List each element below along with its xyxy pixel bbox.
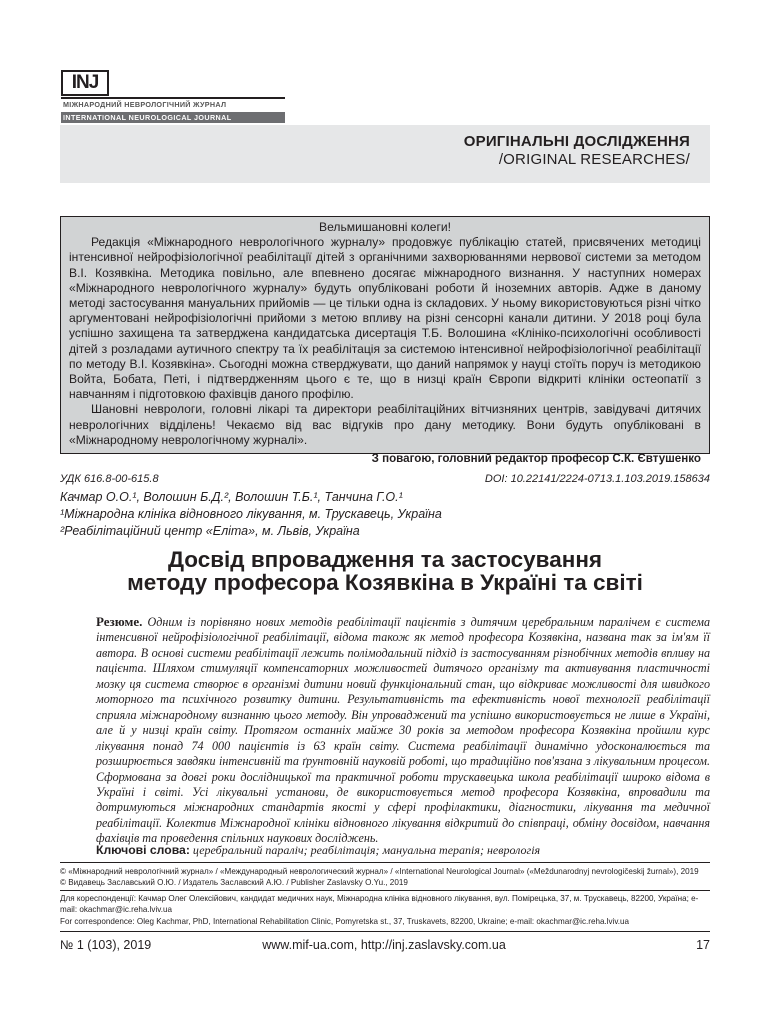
footnote-divider	[60, 890, 710, 891]
abstract	[96, 614, 710, 847]
copyright-journal: © «Міжнародний неврологічний журнал» / «Международный неврологический журнал» / «International Neurological Journal» («Meždunarodnyj nevrologičeskij žurnal»), 2019	[60, 867, 699, 876]
editorial-signature: З повагою, головний редактор професор С.К. Євтушенко	[371, 452, 701, 466]
article-title-line-1: Досвід впровадження та застосування	[167, 547, 603, 572]
copyright-publisher: © Видавець Заславський О.Ю. / Издатель Заславский А.Ю. / Publisher Zaslavsky O.Yu., 2019	[60, 878, 408, 887]
journal-logo-text: INJ	[71, 72, 99, 93]
editorial-letter	[60, 216, 710, 466]
journal-logo	[61, 70, 109, 96]
abstract-label: Резюме.	[96, 614, 143, 629]
article-title	[60, 548, 710, 594]
journal-websites[interactable]: www.mif-ua.com, http://inj.zaslavsky.com.ua	[262, 938, 506, 952]
abstract-text: Одним із порівняно нових методів реабілітації пацієнтів з дитячим церебральним паралічем є система інтенсивної нейрофізіологічної реабілітації, відома також як метод професора Козявкіна, названа так за ім'ям її автора. В основі системи реабілітації лежить полімодальний підхід із застосуванням різнобічних методів впливу на пацієнта. Шляхом стимуляції компенсаторних можливостей дитячого організму та активування пластичності мозку ця система створює в організмі дитини новий функціональний стан, що відкриває можливості для швидкого моторного та психічного розвитку дитини. Результативність та ефективність нової технології реабілітації сприяла міжнародному визнанню цього методу. Він упроваджений та успішно використовується не лише в Україні, але й у низці країн світу. Протягом останніх майже 30 років за методом професора Козявкіна пройшли курс лікування понад 74 000 пацієнтів із 63 країн світу. Система реабілітації динамічно удосконалюється та розширюється завдяки інтенсивній та ґрунтовній науковій роботі, що традиційно пов'язана з лікувальним процесом. Сформована за довгі роки дослідницької та практичної роботи трускавецька школа реабілітації широко відома в Україні і світі. Усі лікувальні установи, де використовується метод професора Козявкіна, впровадили та дотримуються міжнародних стандартів якості у сфері профілактики, діагностики, лікування та медичної реабілітації. Колектив Міжнародної клініки відновного лікування відкритий до співпраці, обміну досвідом, навчання фахівців та проведення спільних наукових досліджень.	[96, 615, 710, 846]
correspondence-uk: Для кореспонденції: Качмар Олег Олексійович, кандидат медичних наук, Міжнародна клініка відновного лікування, вул. Помірецька, 37, м. Трускавець, 82200, Україна; e-mail: okachmar@ic.reha.lviv.ua	[60, 894, 699, 915]
article-title-line-2: методу професора Козявкіна в Україні та світі	[127, 570, 643, 595]
editorial-paragraph: Шановні неврологи, головні лікарі та директори реабілітаційних вітчизняних центрів, завідувачі дитячих неврологічних відділень! Чекаємо від вас відгуків про дану методику. Вони будуть опубліковані в «Міжнародному неврологічному журналі».	[69, 402, 701, 447]
keywords	[96, 843, 710, 858]
affiliation-1: ¹Міжнародна клініка відновного лікування, м. Трускавець, Україна	[60, 507, 442, 521]
editorial-greeting: Вельмишановні колеги!	[319, 220, 451, 234]
section-title: ОРИГІНАЛЬНІ ДОСЛІДЖЕННЯ	[463, 133, 690, 150]
correspondence-en: For correspondence: Oleg Kachmar, PhD, International Rehabilitation Clinic, Pomyretska st., 37, Truskavets, 82200, Ukraine; e-mail: okachmar@ic.reha.lviv.ua	[60, 917, 630, 926]
udk-code: УДК 616.8-00-615.8	[60, 473, 159, 485]
keywords-text: церебральний параліч; реабілітація; мануальна терапія; неврологія	[192, 843, 541, 857]
journal-name-uk: МІЖНАРОДНИЙ НЕВРОЛОГІЧНИЙ ЖУРНАЛ	[63, 100, 227, 109]
keywords-label: Ключові слова:	[96, 843, 190, 857]
journal-name-en: INTERNATIONAL NEUROLOGICAL JOURNAL	[61, 112, 285, 123]
authors-list: Качмар О.О.¹, Волошин Б.Д.², Волошин Т.Б.¹, Танчина Г.О.¹	[60, 490, 403, 504]
logo-divider	[61, 97, 285, 99]
section-subtitle: /ORIGINAL RESEARCHES/	[498, 151, 690, 168]
affiliation-2: ²Реабілітаційний центр «Еліта», м. Львів, Україна	[60, 524, 360, 538]
page-number: 17	[696, 938, 710, 952]
editorial-paragraph: Редакція «Міжнародного неврологічного журналу» продовжує публікацію статей, присвячених методиці інтенсивної нейрофізіологічної реабілітації дітей з органічними захворюваннями нервової системи за методом В.І. Козявкіна. Методика повільно, але впевнено досягає міжнародного визнання. У наступних номерах «Міжнародного неврологічного журналу» будуть опубліковані роботи й іноземних авторів. Адже в даному методі застосування мануальних прийомів — це тільки одна із складових. У ньому використовуються різні чітко аргументовані нейрофізіологічні прийоми з метою впливу на різні сенсорні канали дитини. У 2018 році була успішно захищена та затверджена кандидатська дисертація Т.Б. Волошина «Клініко-психологічні особливості дітей з розладами аутичного спектру та їх реабілітація за системою інтенсивної нейрофізіологічної реабілітації по методу В.І. Козявкіна». Сьогодні можна стверджувати, що даний напрямок у науці стоїть поруч із методикою Войта, Бобата, Петі, і підтвердженням цього є те, що в низці країн Європи відкриті клініки остеопатії з навчанням і підготовкою фахівців даного профілю.	[69, 235, 701, 402]
doi-link[interactable]: DOI: 10.22141/2224-0713.1.103.2019.158634	[484, 473, 710, 485]
footer-divider	[60, 931, 710, 932]
issue-number: № 1 (103), 2019	[60, 938, 152, 952]
footnote-divider	[60, 862, 710, 863]
